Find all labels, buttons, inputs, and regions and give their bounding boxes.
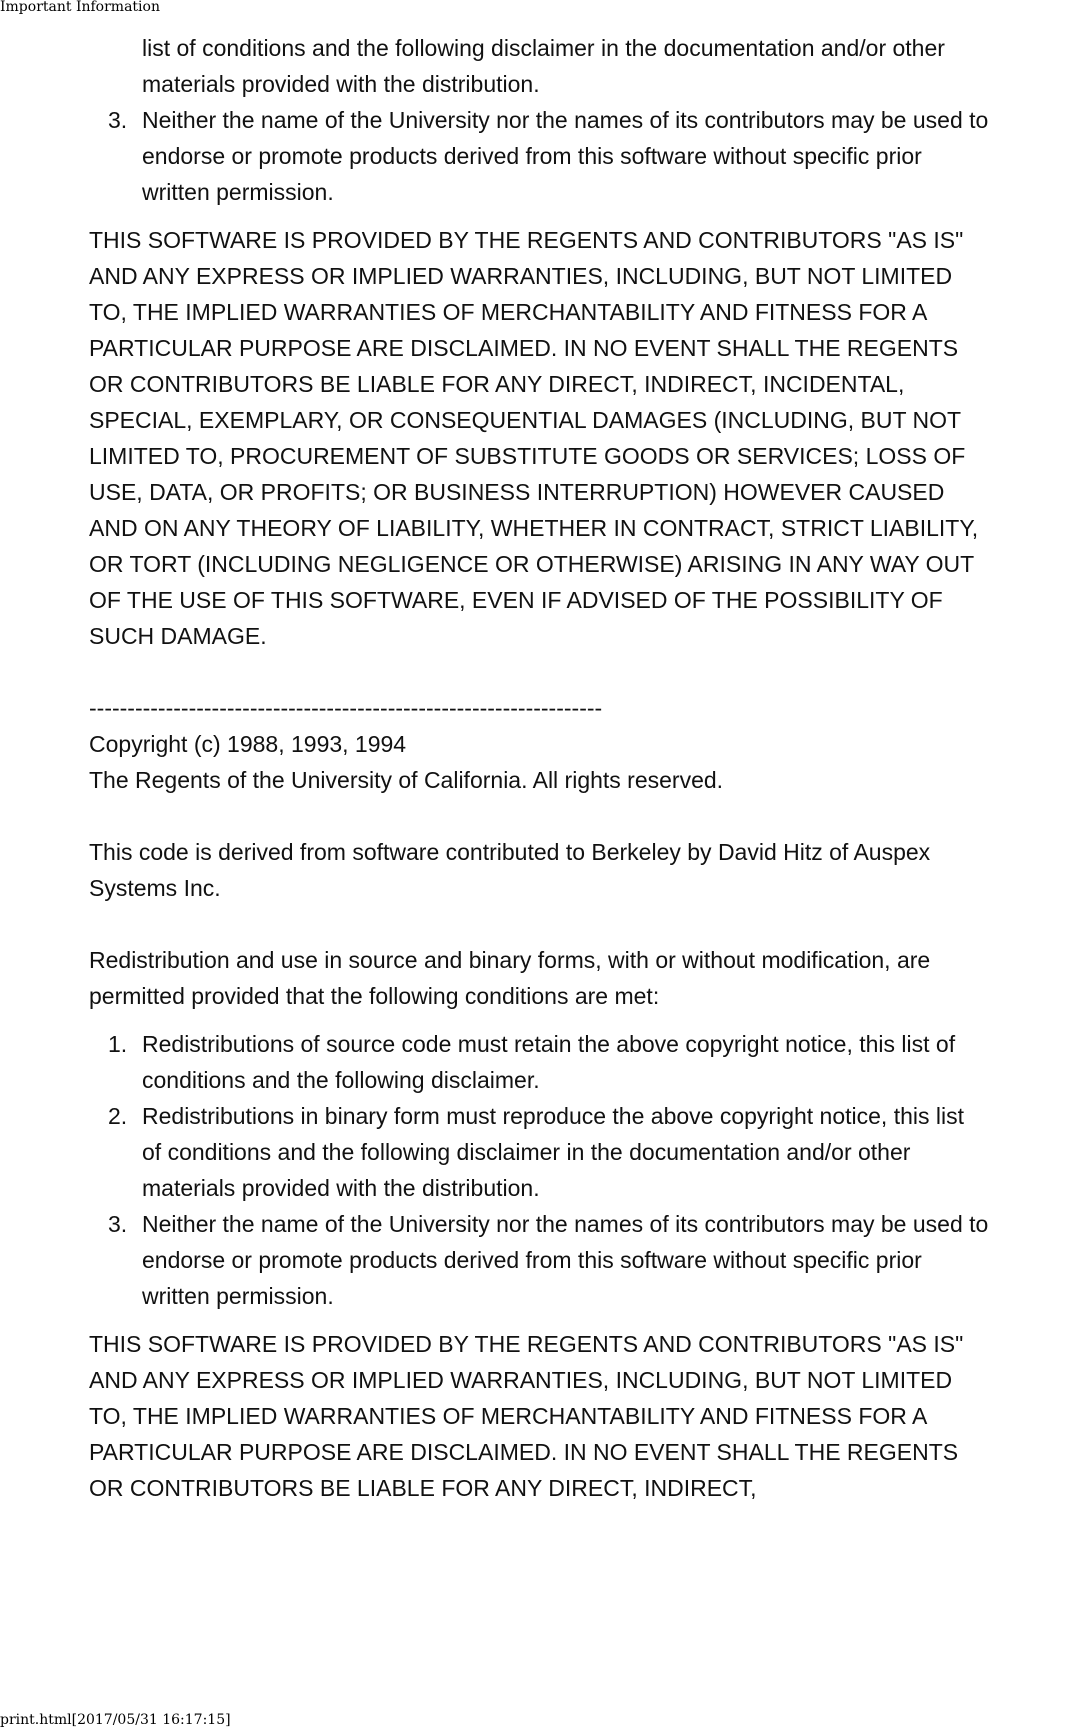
list-item: [108, 1026, 989, 1098]
condition-number: 3.: [108, 1211, 128, 1237]
list-item: [108, 1098, 989, 1206]
copyright-line: Copyright (c) 1988, 1993, 1994: [89, 731, 407, 757]
conditions-list: [89, 1026, 989, 1314]
condition-number: 3.: [108, 107, 128, 133]
rights-reserved-line: The Regents of the University of California. All rights reserved.: [89, 767, 724, 793]
list-item: [108, 102, 989, 210]
condition-text: list of conditions and the following disclaimer in the documentation and/or other materials provided with the distribution.: [142, 35, 945, 97]
redistribution-intro: Redistribution and use in source and binary forms, with or without modification, are permitted provided that the following conditions are met:: [89, 947, 931, 1009]
warranty-disclaimer: THIS SOFTWARE IS PROVIDED BY THE REGENTS AND CONTRIBUTORS "AS IS" AND ANY EXPRESS OR IMPLIED WARRANTIES, INCLUDING, BUT NOT LIMITED TO, THE IMPLIED WARRANTIES OF MERCHANTABILITY AND FITNESS FOR A PARTICULAR PURPOSE ARE DISCLAIMED. IN NO EVENT SHALL THE REGENTS OR CONTRIBUTORS BE LIABLE FOR ANY DIRECT, INDIRECT, INCIDENTAL, SPECIAL, EXEMPLARY, OR CONSEQUENTIAL DAMAGES (INCLUDING, BUT NOT LIMITED TO, PROCUREMENT OF SUBSTITUTE GOODS OR SERVICES; LOSS OF USE, DATA, OR PROFITS; OR BUSINESS INTERRUPTION) HOWEVER CAUSED AND ON ANY THEORY OF LIABILITY, WHETHER IN CONTRACT, STRICT LIABILITY, OR TORT (INCLUDING NEGLIGENCE OR OTHERWISE) ARISING IN ANY WAY OUT OF THE USE OF THIS SOFTWARE, EVEN IF ADVISED OF THE POSSIBILITY OF SUCH DAMAGE.: [89, 227, 979, 649]
page-header-title: Important Information: [0, 0, 160, 15]
list-item: [108, 1206, 989, 1314]
license-document: [89, 30, 989, 1506]
condition-number: 1.: [108, 1031, 128, 1057]
condition-text: Redistributions in binary form must reproduce the above copyright notice, this list of conditions and the following disclaimer in the documentation and/or other materials provided with the distribution.: [142, 1103, 965, 1201]
condition-text: Redistributions of source code must retain the above copyright notice, this list of conditions and the following disclaimer.: [142, 1031, 956, 1093]
separator-line: -------------------------------------------------------------------: [89, 695, 603, 721]
derived-notice: This code is derived from software contributed to Berkeley by David Hitz of Auspex Systems Inc.: [89, 839, 931, 901]
continued-conditions-list: [89, 30, 989, 210]
condition-text: Neither the name of the University nor the names of its contributors may be used to endorse or promote products derived from this software without specific prior written permission.: [142, 1211, 989, 1309]
warranty-disclaimer-partial: THIS SOFTWARE IS PROVIDED BY THE REGENTS AND CONTRIBUTORS "AS IS" AND ANY EXPRESS OR IMPLIED WARRANTIES, INCLUDING, BUT NOT LIMITED TO, THE IMPLIED WARRANTIES OF MERCHANTABILITY AND FITNESS FOR A PARTICULAR PURPOSE ARE DISCLAIMED. IN NO EVENT SHALL THE REGENTS OR CONTRIBUTORS BE LIABLE FOR ANY DIRECT, INDIRECT,: [89, 1331, 964, 1501]
page-footer-source: print.html[2017/05/31 16:17:15]: [0, 1712, 231, 1728]
condition-text: Neither the name of the University nor the names of its contributors may be used to endorse or promote products derived from this software without specific prior written permission.: [142, 107, 989, 205]
list-item: [142, 30, 989, 102]
condition-number: 2.: [108, 1103, 128, 1129]
